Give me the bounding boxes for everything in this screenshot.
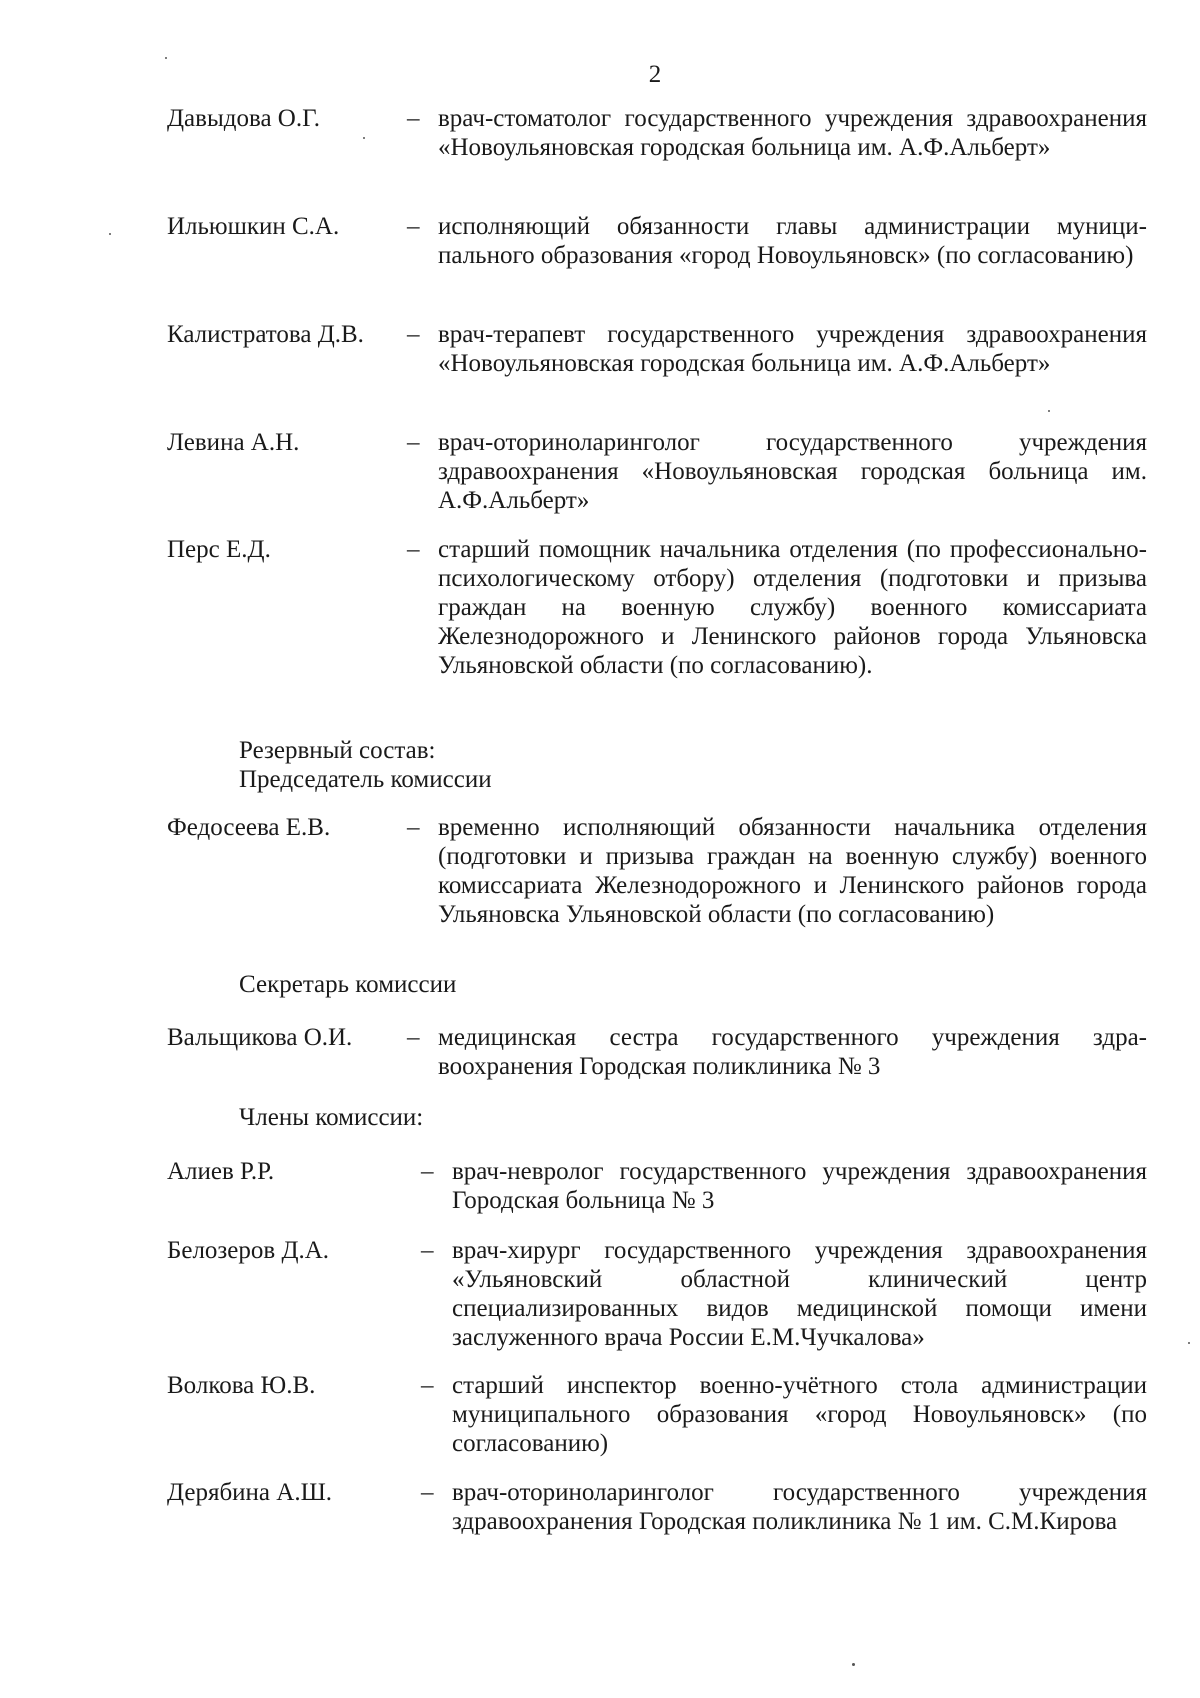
- member-entry: [167, 104, 1147, 162]
- member-name: Левина А.Н.: [167, 429, 300, 456]
- member-position: исполняющий обязанности главы администрации муниципального образования «город Новоульяновск» (по согласованию): [438, 213, 1147, 269]
- members-heading: Члены комиссии:: [239, 1104, 424, 1131]
- member-entry: [167, 212, 1147, 270]
- member-entry: [167, 1157, 1147, 1215]
- member-name: Волкова Ю.В.: [167, 1372, 316, 1399]
- scan-speck: [1048, 410, 1050, 412]
- member-entry: [167, 1236, 1147, 1352]
- dash-separator: –: [421, 1479, 434, 1506]
- member-entry: [167, 320, 1147, 378]
- member-position: старший помощник начальника отделения (по профессионально-психологическому отбору) отделения (подготовки и призыва граждан на военную службу) военного комиссариата Железнодорожного и Ленинского районов города Ульяновска Ульяновской области (по согласованию).: [438, 536, 1147, 679]
- dash-separator: –: [421, 1158, 434, 1185]
- scan-speck: [1188, 1342, 1190, 1344]
- chairman-entry: [167, 813, 1147, 929]
- member-name: Вальщикова О.И.: [167, 1024, 353, 1051]
- scan-speck: [852, 1663, 855, 1666]
- secretary-entry: [167, 1023, 1147, 1081]
- member-position: старший инспектор военно-учётного стола администрации муниципального образования «город Новоульяновск» (по согласованию): [452, 1372, 1147, 1457]
- member-position: временно исполняющий обязанности начальника отделения (подготовки и призыва граждан на военную службу) военного комиссариата Железнодорожного и Ленинского районов города Ульяновска Ульяновской области (по согласованию): [438, 814, 1147, 928]
- page-number: 2: [648, 61, 662, 88]
- member-entry: [167, 1478, 1147, 1536]
- dash-separator: –: [421, 1237, 434, 1264]
- member-entry: [167, 1371, 1147, 1458]
- chairman-heading: Председатель комиссии: [239, 766, 492, 793]
- scan-speck: [109, 233, 111, 235]
- member-position: медицинская сестра государственного учреждения здравоохранения Городская поликлиника № 3: [438, 1024, 1147, 1080]
- member-name: Ильюшкин С.А.: [167, 213, 340, 240]
- member-position: врач-стоматолог государственного учреждения здравоохранения «Новоульяновская городская больница им. А.Ф.Альберт»: [438, 105, 1147, 161]
- member-position: врач-терапевт государственного учреждения здравоохранения «Новоульяновская городская больница им. А.Ф.Альберт»: [438, 321, 1147, 377]
- scan-speck: [363, 137, 365, 139]
- dash-separator: –: [407, 536, 420, 563]
- member-entry: [167, 428, 1147, 515]
- dash-separator: –: [407, 814, 420, 841]
- dash-separator: –: [421, 1372, 434, 1399]
- member-position: врач-невролог государственного учреждения здравоохранения Городская больница № 3: [452, 1158, 1147, 1214]
- member-name: Алиев Р.Р.: [167, 1158, 275, 1185]
- member-position: врач-оториноларинголог государственного учреждения здравоохранения «Новоульяновская городская больница им. А.Ф.Альберт»: [438, 429, 1147, 514]
- dash-separator: –: [407, 105, 420, 132]
- dash-separator: –: [407, 429, 420, 456]
- member-name: Федосеева Е.В.: [167, 814, 331, 841]
- reserve-heading: Резервный состав:: [239, 737, 436, 764]
- scan-speck: [165, 57, 167, 59]
- dash-separator: –: [407, 1024, 420, 1051]
- dash-separator: –: [407, 321, 420, 348]
- secretary-heading: Секретарь комиссии: [239, 971, 457, 998]
- member-entry: [167, 535, 1147, 680]
- member-name: Перс Е.Д.: [167, 536, 271, 563]
- member-name: Дерябина А.Ш.: [167, 1479, 333, 1506]
- member-name: Калистратова Д.В.: [167, 321, 364, 348]
- dash-separator: –: [407, 213, 420, 240]
- member-position: врач-оториноларинголог государственного учреждения здравоохранения Городская поликлиника № 1 им. С.М.Кирова: [452, 1479, 1147, 1535]
- member-position: врач-хирург государственного учреждения здравоохранения «Ульяновский областной клинический центр специализированных видов медицинской помощи имени заслуженного врача России Е.М.Чучкалова»: [452, 1237, 1147, 1351]
- member-name: Давыдова О.Г.: [167, 105, 320, 132]
- member-name: Белозеров Д.А.: [167, 1237, 330, 1264]
